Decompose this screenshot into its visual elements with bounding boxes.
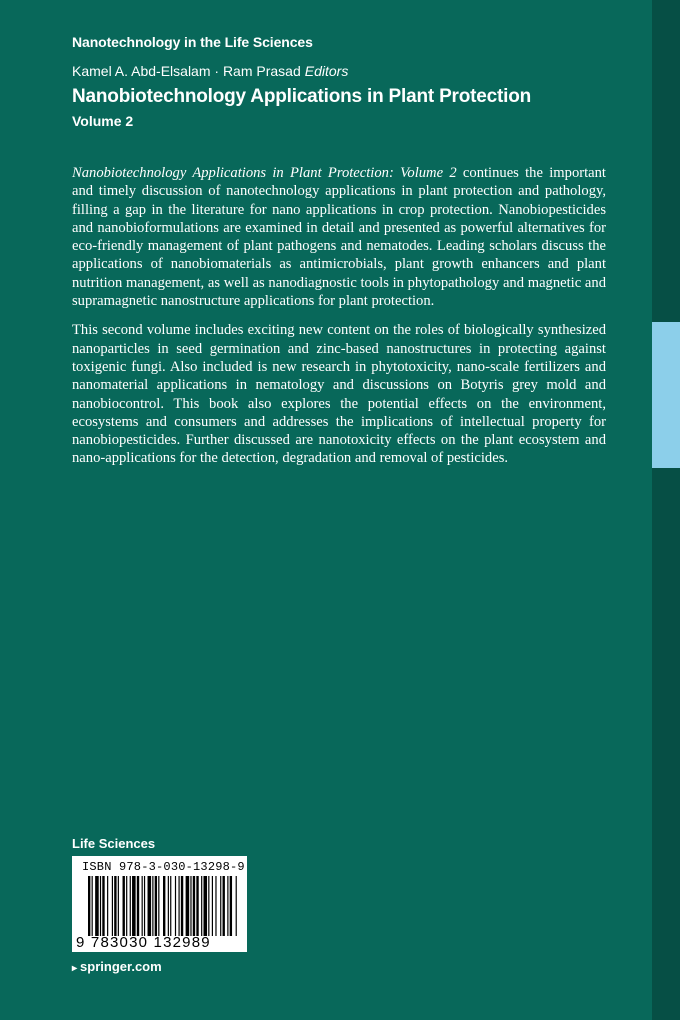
- barcode-bar: [114, 876, 116, 936]
- barcode-bar: [95, 876, 99, 936]
- subject-category: Life Sciences: [72, 836, 156, 851]
- volume-label: Volume 2: [72, 113, 134, 129]
- barcode-bar: [220, 876, 221, 936]
- editor-names: Kamel A. Abd-Elsalam · Ram Prasad: [72, 63, 301, 79]
- barcode-bar: [163, 876, 165, 936]
- barcode-bar: [152, 876, 153, 936]
- description-title-italic: Nanobiotechnology Applications in Plant Protection: Volume 2: [72, 165, 457, 181]
- barcode-bar: [196, 876, 198, 936]
- spine-edge: [652, 0, 680, 1020]
- barcode-bar: [168, 876, 169, 936]
- barcode-bar: [126, 876, 127, 936]
- barcode-bar: [186, 876, 190, 936]
- description-paragraph-2: This second volume includes exciting new content on the roles of biologically synthesized nanoparticles in seed germination and zinc-based nanostructures in protecting against toxigenic fungi. Also included is new research in phytotoxicity, nano-scale fertilizers and nanomaterial applications in nematology and discussions on Botyris grey mold and nanobiocontrol. This book also explores the potential effects on the environment, ecosystems and consumers and addresses the implications of intellectual property for nanobiopesticides. Further discussed are nanotoxicity effects on the plant ecosystem and nano-applications for the detection, degradation and removal of pesticides.: [72, 322, 606, 467]
- barcode-bar: [130, 876, 131, 936]
- barcode-bar: [132, 876, 136, 936]
- description-paragraph-1: [72, 164, 606, 310]
- book-description: [72, 164, 606, 479]
- barcode-bar: [181, 876, 183, 936]
- barcode-bar: [92, 876, 93, 936]
- book-title: Nanobiotechnology Applications in Plant Protection: [72, 86, 532, 107]
- barcode-bar: [148, 876, 152, 936]
- barcode-icon: [88, 876, 238, 936]
- barcode-bar: [118, 876, 119, 936]
- website-url: springer.com: [80, 959, 162, 974]
- barcode-bar: [190, 876, 191, 936]
- barcode-bar: [170, 876, 171, 936]
- barcode-bar: [107, 876, 108, 936]
- editors-role: Editors: [304, 63, 349, 79]
- barcode-bar: [100, 876, 101, 936]
- series-name: Nanotechnology in the Life Sciences: [72, 34, 313, 50]
- barcode-bar: [175, 876, 176, 936]
- barcode-bar: [203, 876, 207, 936]
- ean-number: 9 783030 132989: [76, 934, 211, 951]
- publisher-website: [72, 959, 162, 974]
- barcode-bar: [230, 876, 232, 936]
- barcode-bar: [208, 876, 209, 936]
- barcode-bar: [137, 876, 139, 936]
- barcode-bar: [212, 876, 213, 936]
- barcode-bar: [223, 876, 225, 936]
- barcode-bar: [201, 876, 202, 936]
- editors-line: [72, 63, 348, 79]
- barcode-bar: [123, 876, 125, 936]
- barcode-bar: [155, 876, 157, 936]
- barcode-bar: [193, 876, 195, 936]
- isbn-number: ISBN 978-3-030-13298-9: [82, 860, 245, 874]
- barcode-bar: [112, 876, 113, 936]
- barcode-bar: [158, 876, 159, 936]
- barcode-bar: [227, 876, 228, 936]
- description-p1-text: continues the important and timely discussion of nanotechnology applications in plant protection and pathology, filling a gap in the literature for nano applications in crop protection. Nanobiopesticides and nanobioformulations are examined in detail and presented as powerful alternatives for eco-friendly management of plant pathogens and nematodes. Leading scholars discuss the applications of nanobiomaterials as antimicrobials, plant growth enhancers and plant nutrition management, as well as nanodiagnostic tools in phytopathology and magnetic and supramagnetic nanostructure applications for plant protection.: [72, 165, 606, 310]
- spine-accent-stripe: [652, 322, 680, 468]
- barcode-bar: [236, 876, 237, 936]
- barcode-bar: [102, 876, 104, 936]
- arrow-right-icon: ▸: [72, 963, 78, 974]
- barcode-bar: [88, 876, 90, 936]
- barcode-bar: [178, 876, 179, 936]
- barcode-bar: [215, 876, 216, 936]
- barcode-label: [72, 856, 247, 952]
- barcode-bar: [142, 876, 143, 936]
- barcode-bar: [144, 876, 145, 936]
